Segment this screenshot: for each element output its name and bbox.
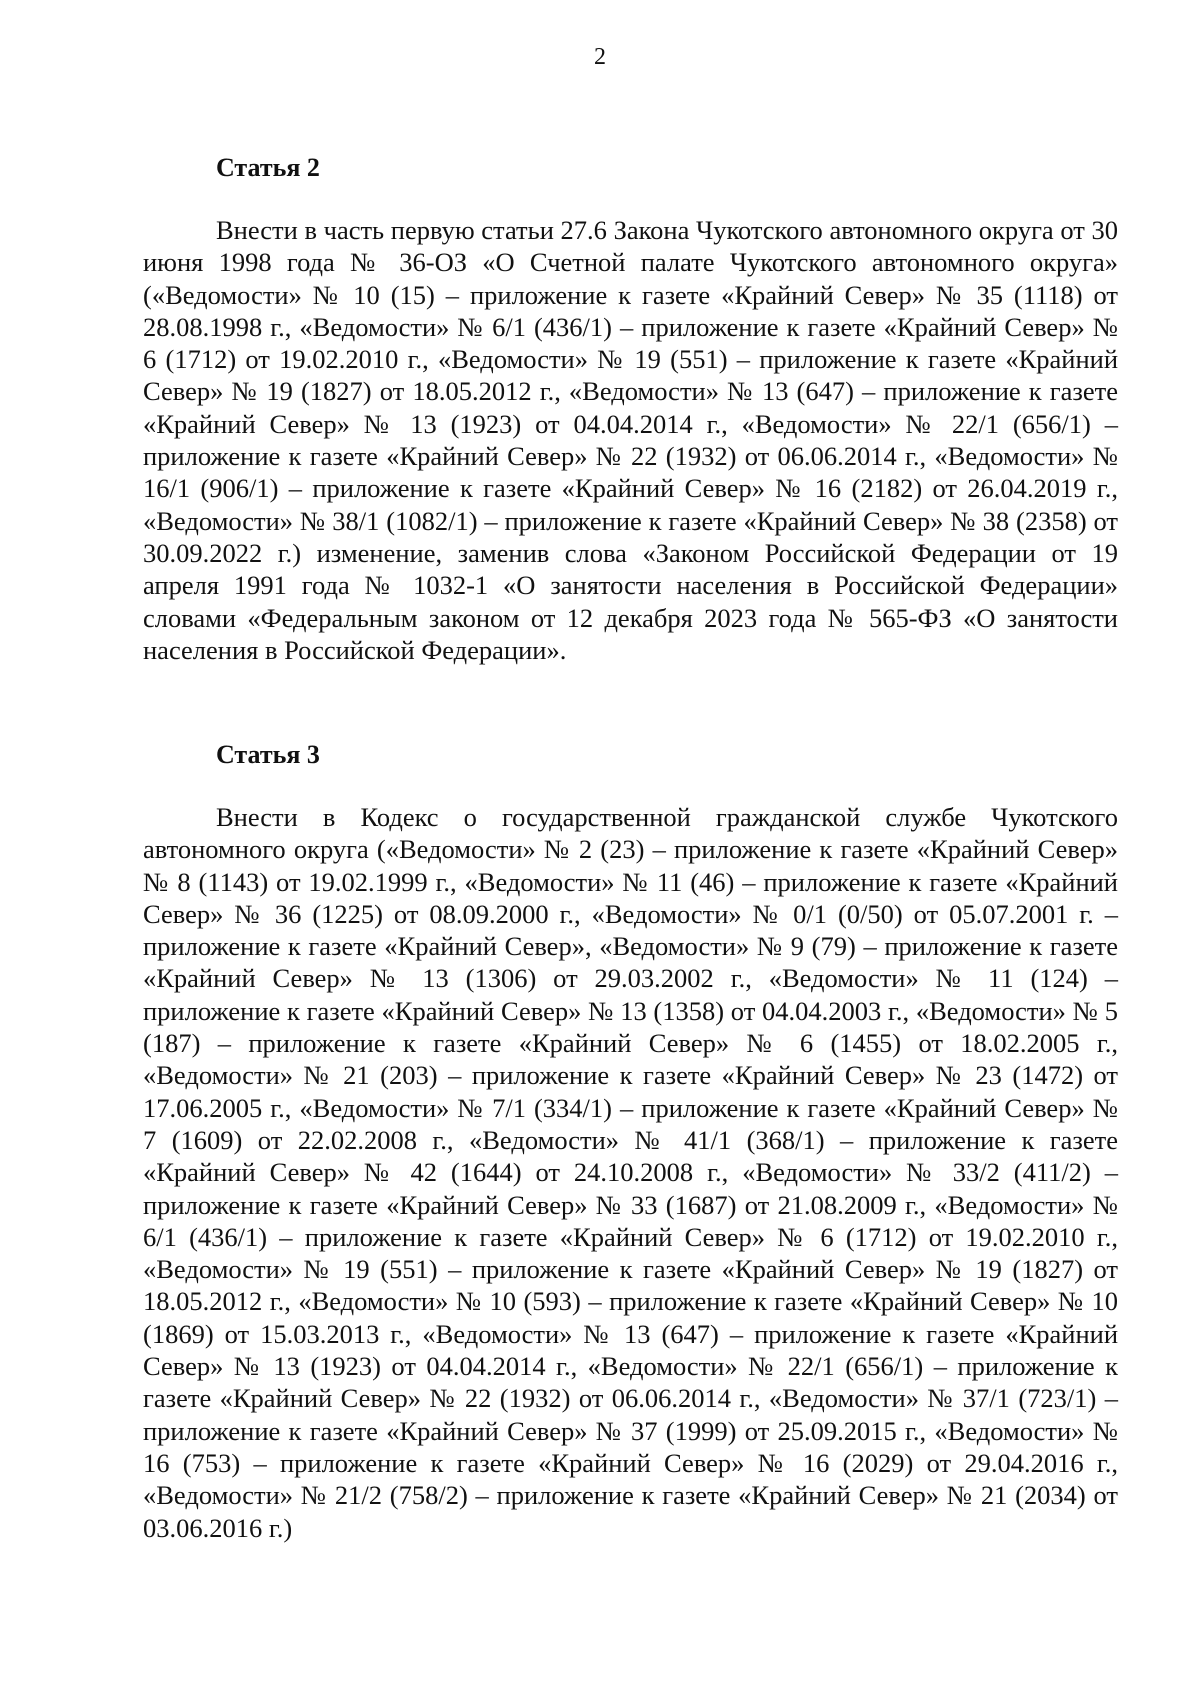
page-number: 2 (594, 44, 606, 70)
article-3-text: Внести в Кодекс о государственной гражданской службе Чукотского автономного округа («Ведомости» № 2 (23) – приложение к газете «Крайний Север» № 8 (1143) от 19.02.1999 г., «Ведомости» № 11 (46) – приложение к газете «Крайний Север» № 36 (1225) от 08.09.2000 г., «Ведомости» № 0/1 (0/50) от 05.07.2001 г. – приложение к газете «Крайний Север», «Ведомости» № 9 (79) – приложение к газете «Крайний Север» № 13 (1306) от 29.03.2002 г., «Ведомости» № 11 (124) – приложение к газете «Крайний Север» № 13 (1358) от 04.04.2003 г., «Ведомости» № 5 (187) – приложение к газете «Крайний Север» № 6 (1455) от 18.02.2005 г., «Ведомости» № 21 (203) – приложение к газете «Крайний Север» № 23 (1472) от 17.06.2005 г., «Ведомости» № 7/1 (334/1) – приложение к газете «Крайний Север» № 7 (1609) от 22.02.2008 г., «Ведомости» № 41/1 (368/1) – приложение к газете «Крайний Север» № 42 (1644) от 24.10.2008 г., «Ведомости» № 33/2 (411/2) – приложение к газете «Крайний Север» № 33 (1687) от 21.08.2009 г., «Ведомости» № 6/1 (436/1) – приложение к газете «Крайний Север» № 6 (1712) от 19.02.2010 г., «Ведомости» № 19 (551) – приложение к газете «Крайний Север» № 19 (1827) от 18.05.2012 г., «Ведомости» № 10 (593) – приложение к газете «Крайний Север» № 10 (1869) от 15.03.2013 г., «Ведомости» № 13 (647) – приложение к газете «Крайний Север» № 13 (1923) от 04.04.2014 г., «Ведомости» № 22/1 (656/1) – приложение к газете «Крайний Север» № 22 (1932) от 06.06.2014 г., «Ведомости» № 37/1 (723/1) – приложение к газете «Крайний Север» № 37 (1999) от 25.09.2015 г., «Ведомости» № 16 (753) – приложение к газете «Крайний Север» № 16 (2029) от 29.04.2016 г., «Ведомости» № 21/2 (758/2) – приложение к газете «Крайний Север» № 21 (2034) от 03.06.2016 г.) (143, 802, 1118, 1543)
article-3-heading: Статья 3 (216, 740, 320, 769)
article-2-heading: Статья 2 (216, 153, 320, 182)
article-2-text: Внести в часть первую статьи 27.6 Закона Чукотского автономного округа от 30 июня 1998 года № 36-ОЗ «О Счетной палате Чукотского автономного округа» («Ведомости» № 10 (15) – приложение к газете «Крайний Север» № 35 (1118) от 28.08.1998 г., «Ведомости» № 6/1 (436/1) – приложение к газете «Крайний Север» № 6 (1712) от 19.02.2010 г., «Ведомости» № 19 (551) – приложение к газете «Крайний Север» № 19 (1827) от 18.05.2012 г., «Ведомости» № 13 (647) – приложение к газете «Крайний Север» № 13 (1923) от 04.04.2014 г., «Ведомости» № 22/1 (656/1) – приложение к газете «Крайний Север» № 22 (1932) от 06.06.2014 г., «Ведомости» № 16/1 (906/1) – приложение к газете «Крайний Север» № 16 (2182) от 26.04.2019 г., «Ведомости» № 38/1 (1082/1) – приложение к газете «Крайний Север» № 38 (2358) от 30.09.2022 г.) изменение, заменив слова «Законом Российской Федерации от 19 апреля 1991 года № 1032-1 «О занятости населения в Российской Федерации» словами «Федеральным законом от 12 декабря 2023 года № 565-ФЗ «О занятости населения в Российской Федерации». (143, 215, 1118, 665)
